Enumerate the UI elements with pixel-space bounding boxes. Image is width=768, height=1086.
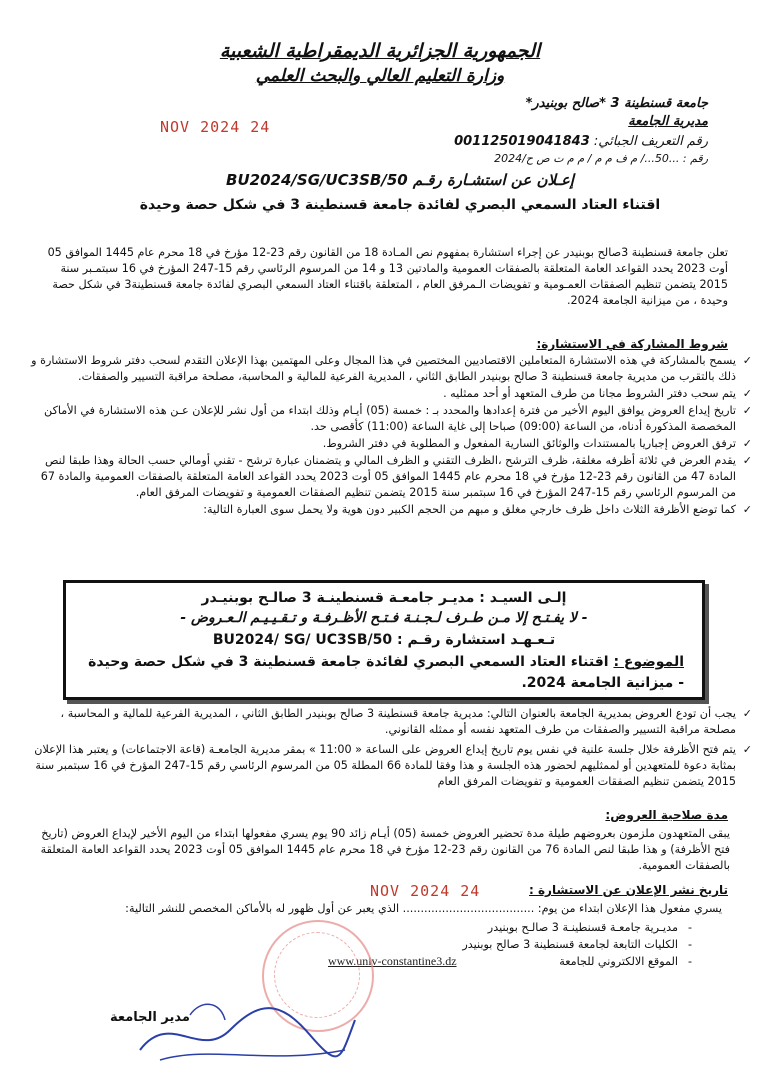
reference-value: ...50.../ م ف م م / م م ت ص ح/2024	[494, 152, 680, 165]
envelope-label-box	[63, 580, 705, 700]
envelope-consultation-number: تـعـهـد استشارة رقـم : BU2024/ SG/ UC3SB/50	[212, 632, 556, 648]
directorate-name: مديرية الجامعة	[628, 114, 708, 129]
announcement-title: إعـلان عن استشـارة رقـم BU2024/SG/UC3SB/50	[226, 171, 574, 189]
republic-header: الجمهورية الجزائرية الديمقراطية الشعبية	[219, 40, 541, 62]
list-item: - الموقع الالكتروني للجامعة	[278, 953, 678, 970]
reference-line	[248, 152, 708, 165]
list-item: ✓ ترفق العروض إجباريا بالمستندات والوثائق السارية المفعول و المطلوبة في دفتر الشروط.	[28, 436, 736, 452]
publication-heading: تاريخ نشر الإعلان عن الاستشارة :	[529, 883, 728, 897]
participation-heading: شروط المشاركة في الاستشارة:	[536, 337, 728, 351]
list-item: ✓ يتم فتح الأظرفة خلال جلسة علنية في نفس يوم تاريخ إيداع العروض على الساعة « 11:00 » بمقر مديرية الجامعـة (قاعة الاجتماعات) و يعتبر هذا الإعلان بمثابة دعوة للمتعهدين أو لممثليهم لحضور هذه الجلسة و هذا وفقا للمادة 66 المطلة 05 من المرسوم الرئاسي رقم 15-247 المؤرخ في 16 سبتمبر سنة 2015 يتضمن تنظيم الصفقات العمومية و تفويضات المرفق العام	[28, 742, 736, 790]
date-stamp-top: 24 NOV 2024	[160, 118, 271, 136]
list-item: ✓ يجب أن تودع العروض بمديرية الجامعة بالعنوان التالي: مديرية جامعة قسنطينة 3 صالح بوبنيدر الطابق الثاني ، المديرية الفرعية للمالية و المحاسبة ، مصلحة مراقبة التسيير والصفقات من طرف المتعهد نفسه أو ممثله القانوني.	[28, 706, 736, 738]
validity-heading: مدة صلاحية العروض:	[605, 808, 728, 822]
envelope-addressee: إلـى السيـد : مديـر جامعـة قسنطينـة 3 صالـح بوبنيـدر	[201, 590, 567, 606]
signatory-title: مدير الجامعة	[110, 1010, 190, 1025]
deposit-list	[28, 706, 754, 794]
list-item: ✓ يسمح بالمشاركة في هذه الاستشارة المتعاملين الاقتصاديين المختصين في هذا المجال وعلى المهتمين بهذا الإعلان التقدم لسحب دفتر شروط الاستشارة و ذلك بالتقرب من مديرية جامعة قسنطينة 3 صالح بوبنيدر الطابق الثاني ، المديرية الفرعية للمالية و المحاسبة، مصلحة مراقبة التسيير والصفقات.	[28, 353, 736, 385]
intro-paragraph: تعلن جامعة قسنطينة 3صالح بوبنيدر عن إجراء استشارة بمفهوم نص المـادة 18 من القانون رقم 23-12 مؤرخ في 18 محرم عام 1445 الموافق 05 أوت 2023 يحدد القواعد العامة المتعلقة بالصفقات العمومية والمادتين 13 و 14 من المرسوم الرئاسي رقم 15-247 المؤرخ في 16 سبتمـبر سنة 2015 يتضمن تنظيم الصفقات العمـومية و تفويضات الـمرفق العام ، المتعلقة باقتناء العتاد السمعي البصري لفائدة جامعة قسنطينة3 في شكل حصة وحيدة ، من ميزانية الجامعة 2024.	[47, 246, 728, 307]
list-item: - مديـرية جامعـة قسنطينـة 3 صالـح بوبنيدر	[278, 919, 678, 936]
envelope-subject-text: اقتناء العتاد السمعي البصري لفائدة جامعة قسنطينة 3 في شكل حصة وحيدة	[88, 654, 609, 670]
envelope-warning: - لا يفـتـح إلا مـن طـرف لـجـنـة فـتـح الأظـرفـة و تـقـيـيـم الـعـروض -	[180, 610, 588, 626]
reference-label: رقم :	[682, 152, 708, 165]
publication-paragraph: يسري مفعول هذا الإعلان ابتداء من يوم: ..................................... الذي يعبر عن أول ظهور له بالأماكن المخصص للنشر التالية:	[125, 902, 722, 915]
list-item: ✓ تاريخ إيداع العروض يوافق اليوم الأخير من فترة إعدادها والمحدد بـ : خمسة (05) أيـام وذلك ابتداء من أول نشر للإعلان عـن هذه الاستشارة في الأماكن المخصصة المذكورة أدناه، من الساعة (09:00) صباحا إلى غاية الساعة (11:00) كأقصى حد.	[28, 403, 736, 435]
participation-list	[28, 353, 754, 519]
signature-icon	[130, 990, 360, 1070]
tax-id-label: رقم التعريف الجبائي:	[593, 134, 708, 149]
ministry-header: وزارة التعليم العالي والبحث العلمي	[255, 66, 505, 86]
list-item: ✓ يقدم العرض في ثلاثة أظرفه مغلقة، ظرف الترشح ،الظرف التقني و الظرف المالي و يتضمنان عبارة ترشح - تقني أومالي حسب الحالة وهذا طبقا لنص المادة 47 من القانون رقم 23-12 مؤرخ في 18 محرم عام 1445 الموافق 05 أوت 2023 يحدد القواعد العامة المتعلقة بالصفقات العمومية والمادة 67 من المرسوم الرئاسي رقم 15-247 المؤرخ في 16 سبتمبر سنة 2015 يتضمن تنظيم الصفقات العمومية و تفويضات المرفق العام.	[28, 453, 736, 501]
list-item: ✓ يتم سحب دفتر الشروط مجانا من طرف المتعهد أو أحد ممثليه .	[28, 386, 736, 402]
validity-paragraph: يبقى المتعهدون ملزمون بعروضهم طيلة مدة تحضير العروض خمسة (05) أيـام زائد 90 يوم يسري مفعولها ابتداء من اليوم الأخير لإيداع العروض (تاريخ فتح الأظرفة) و هذا طبقا لنص المادة 76 من القانون رقم 23-12 مؤرخ في 18 محرم عام 1445 الموافق 05 أوت 2023 يحدد القواعد العامة المتعلقة بالصفقات العمومية.	[40, 827, 730, 872]
list-item: - الكليات التابعة لجامعة قسنطينة 3 صالح بوبنيدر	[278, 936, 678, 953]
university-website-link[interactable]: www.univ-constantine3.dz	[328, 954, 457, 968]
list-item: ✓ كما توضع الأظرفة الثلاث داخل ظرف خارجي مغلق و مبهم من الحجم الكبير دون هوية ولا يحمل سوى العبارة التالية:	[28, 502, 736, 518]
envelope-subject-label: الموضوع :	[613, 654, 684, 670]
tax-id-value: 001125019041843	[454, 134, 590, 149]
university-name: جامعة قسنطينة 3 *صالح بوبنيدر*	[525, 96, 708, 111]
date-stamp-bottom: 24 NOV 2024	[370, 882, 481, 900]
envelope-budget: - ميزانية الجامعة 2024.	[521, 675, 684, 691]
tax-id-line	[248, 134, 708, 149]
announcement-subject: اقتناء العتاد السمعي البصري لفائدة جامعة قسنطينة 3 في شكل حصة وحيدة	[139, 197, 661, 213]
envelope-subject	[84, 651, 684, 673]
